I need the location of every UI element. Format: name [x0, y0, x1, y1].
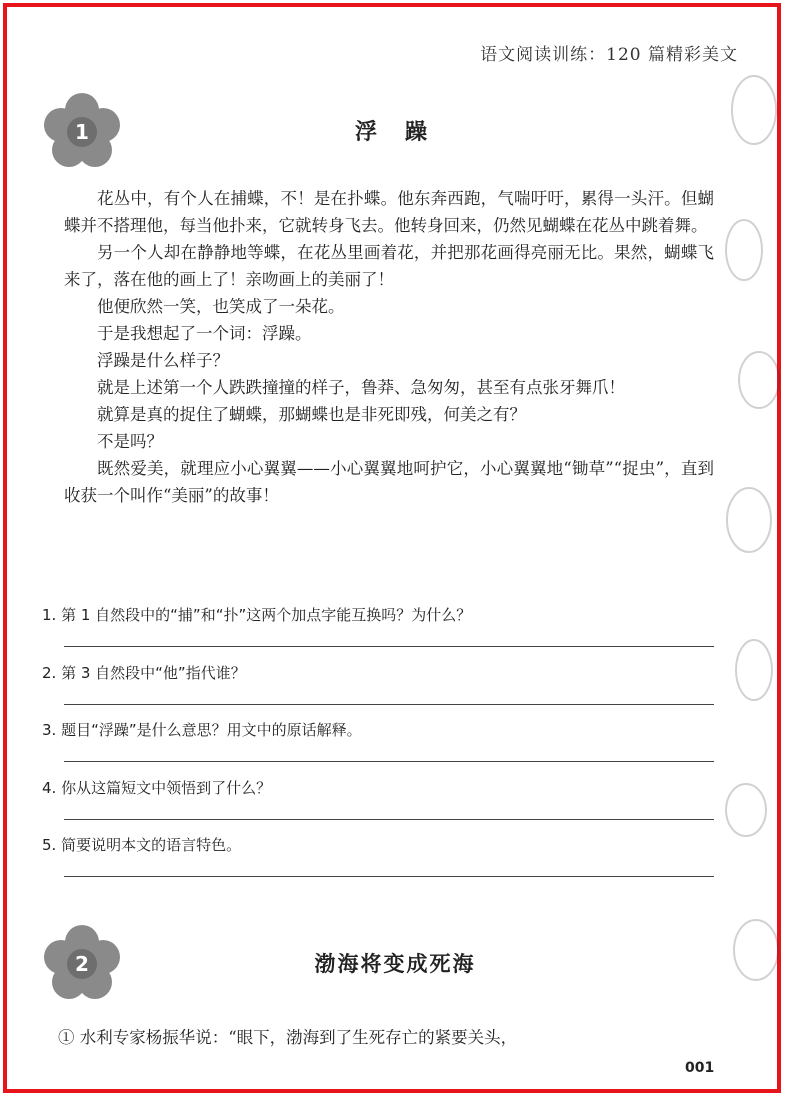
paragraph: 花丛中，有个人在捕蝶，不！是在扑蝶。他东奔西跑，气喘吁吁，累得一头汗。但蝴蝶并不搭理他，每当他扑来，它就转身飞去。他转身回来，仍然见蝴蝶在花丛中跳着舞。: [64, 189, 714, 235]
article-number: 1: [75, 120, 89, 144]
paragraph: 就是上述第一个人跌跌撞撞的样子，鲁莽、急匆匆，甚至有点张牙舞爪！: [97, 378, 625, 397]
paragraph: 既然爱美，就理应小心翼翼——小心翼翼地呵护它，小心翼翼地“锄草”“捉虫”，直到收获一个叫作“美丽”的故事！: [64, 459, 714, 505]
paragraph: 另一个人却在静静地等蝶，在花丛里画着花，并把那花画得亮丽无比。果然，蝴蝶飞来了，落在他的画上了！亲吻画上的美丽了！: [64, 243, 714, 289]
book-header: 语文阅读训练：120 篇精彩美文: [480, 45, 738, 65]
question-text: 4. 你从这篇短文中领悟到了什么？: [42, 778, 272, 797]
answer-line[interactable]: [64, 819, 714, 820]
question-item: [42, 604, 714, 662]
question-item: [42, 777, 714, 835]
question-text: 1. 第 1 自然段中的“捕”和“扑”这两个加点字能互换吗？为什么？: [42, 606, 472, 624]
question-item: [42, 719, 714, 777]
paragraph: 于是我想起了一个词：浮躁。: [97, 324, 312, 343]
answer-line[interactable]: [64, 704, 714, 705]
article-title: 渤海将变成死海: [314, 952, 476, 976]
answer-line[interactable]: [64, 761, 714, 762]
question-item: [42, 834, 714, 892]
question-text: 3. 题目“浮躁”是什么意思？用文中的原话解释。: [42, 721, 362, 739]
paragraph: 就算是真的捉住了蝴蝶，那蝴蝶也是非死即残，何美之有？: [97, 405, 526, 424]
article-body: ① 水利专家杨振华说：“眼下，渤海到了生死存亡的紧要关头，: [58, 1028, 518, 1047]
leaf-decoration: [714, 50, 784, 1050]
paragraph: 他便欣然一笑，也笑成了一朵花。: [97, 297, 345, 316]
article-body: [64, 185, 714, 509]
article-number: 2: [75, 952, 89, 976]
paragraph: 不是吗？: [97, 432, 163, 451]
question-list: [42, 604, 714, 892]
question-text: 5. 简要说明本文的语言特色。: [42, 836, 242, 854]
answer-line[interactable]: [64, 876, 714, 877]
question-item: [42, 662, 714, 720]
answer-line[interactable]: [64, 646, 714, 647]
page-number: 001: [685, 1060, 715, 1076]
paragraph: 浮躁是什么样子？: [97, 351, 229, 370]
article-title: 浮躁: [354, 119, 455, 145]
question-text: 2. 第 3 自然段中“他”指代谁？: [42, 663, 246, 682]
